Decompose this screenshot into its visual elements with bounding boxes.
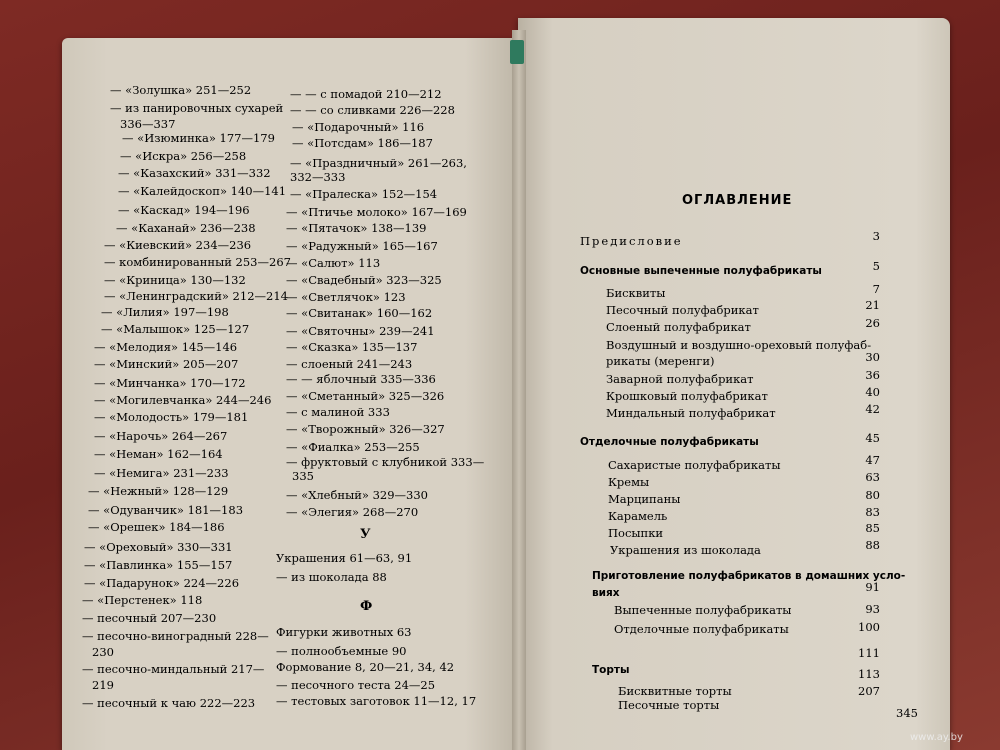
index-entry: — с малиной 333 bbox=[286, 405, 390, 419]
toc-title: ОГЛАВЛЕНИЕ bbox=[682, 193, 793, 208]
toc-page-number: 85 bbox=[865, 521, 880, 535]
index-entry: — «Свадебный» 323—325 bbox=[286, 273, 442, 287]
index-entry: — «Сказка» 135—137 bbox=[286, 340, 418, 354]
index-entry: — слоеный 241—243 bbox=[286, 357, 413, 371]
toc-page-number: 40 bbox=[865, 385, 880, 399]
index-entry: 336—337 bbox=[120, 117, 176, 131]
book-gutter bbox=[512, 30, 526, 750]
index-entry: — песочный к чаю 222—223 bbox=[82, 696, 256, 710]
index-entry: — полнообъемные 90 bbox=[276, 644, 407, 658]
index-entry: — «Праздничный» 261—263, bbox=[290, 156, 467, 170]
toc-page-number: 21 bbox=[865, 298, 880, 312]
index-entry: — «Нарочь» 264—267 bbox=[94, 429, 228, 443]
index-entry: — «Малышок» 125—127 bbox=[101, 322, 250, 336]
toc-page-number: 26 bbox=[865, 316, 880, 330]
index-entry: Фигурки животных 63 bbox=[276, 625, 412, 639]
index-entry: 219 bbox=[92, 678, 114, 692]
index-entry: — песочно-миндальный 217— bbox=[82, 662, 265, 676]
index-entry: — «Птичье молоко» 167—169 bbox=[286, 205, 467, 219]
index-entry: — песочного теста 24—25 bbox=[276, 678, 436, 692]
index-entry: — фруктовый с клубникой 333— bbox=[286, 455, 485, 469]
index-entry: Украшения 61—63, 91 bbox=[276, 551, 413, 565]
toc-page-number: 45 bbox=[865, 431, 880, 445]
toc-entry: Миндальный полуфабрикат bbox=[606, 406, 776, 420]
toc-page-number: 7 bbox=[872, 282, 880, 296]
index-entry: — — яблочный 335—336 bbox=[286, 372, 436, 386]
index-entry: — «Элегия» 268—270 bbox=[286, 505, 419, 519]
index-entry: — «Пятачок» 138—139 bbox=[286, 221, 427, 235]
toc-entry: Приготовление полуфабрикатов в домашних усло- bbox=[592, 570, 906, 582]
toc-entry: Сахаристые полуфабрикаты bbox=[608, 458, 781, 472]
index-entry: — «Падарунок» 224—226 bbox=[84, 576, 240, 590]
index-entry: — «Неман» 162—164 bbox=[94, 447, 223, 461]
index-entry: — «Пралеска» 152—154 bbox=[290, 187, 438, 201]
index-entry: — «Свитанак» 160—162 bbox=[286, 306, 433, 320]
toc-page-number: 91 bbox=[865, 580, 880, 594]
toc-entry: Выпеченные полуфабрикаты bbox=[614, 603, 792, 617]
toc-entry: виях bbox=[592, 587, 620, 599]
index-entry: — «Золушка» 251—252 bbox=[110, 83, 252, 97]
toc-page-number: 207 bbox=[858, 684, 880, 698]
toc-entry: Песочный полуфабрикат bbox=[606, 303, 759, 317]
toc-page-number: 42 bbox=[865, 402, 880, 416]
index-entry: — «Радужный» 165—167 bbox=[286, 239, 438, 253]
index-entry: Формование 8, 20—21, 34, 42 bbox=[276, 660, 455, 674]
toc-page-number: 111 bbox=[858, 646, 880, 660]
toc-entry: Отделочные полуфабрикаты bbox=[580, 436, 759, 448]
index-entry: — из шоколада 88 bbox=[276, 570, 387, 584]
toc-entry: Песочные торты bbox=[618, 698, 720, 712]
toc-page-number: 80 bbox=[865, 488, 880, 502]
toc-entry: Посыпки bbox=[608, 526, 664, 540]
index-entry: — «Подарочный» 116 bbox=[292, 120, 425, 134]
index-entry: — «Криница» 130—132 bbox=[104, 273, 246, 287]
toc-entry: Бисквитные торты bbox=[618, 684, 732, 698]
index-entry: 335 bbox=[292, 469, 314, 483]
toc-entry: Воздушный и воздушно-ореховый полуфаб- bbox=[606, 338, 872, 352]
index-entry: — «Перстенек» 118 bbox=[82, 593, 203, 607]
toc-entry: Украшения из шоколада bbox=[610, 543, 761, 557]
index-entry: — «Одуванчик» 181—183 bbox=[88, 503, 244, 517]
index-entry: — «Светлячок» 123 bbox=[286, 290, 406, 304]
toc-entry: Торты bbox=[592, 664, 630, 676]
index-entry: — «Ленинградский» 212—214 bbox=[104, 289, 288, 303]
toc-entry: Карамель bbox=[608, 509, 668, 523]
toc-page-number: 63 bbox=[865, 470, 880, 484]
index-entry: — «Нежный» 128—129 bbox=[88, 484, 229, 498]
index-entry: — «Каханай» 236—238 bbox=[116, 221, 256, 235]
toc-page-number: 88 bbox=[865, 538, 880, 552]
index-entry: — «Молодость» 179—181 bbox=[94, 410, 249, 424]
index-entry: — песочный 207—230 bbox=[82, 611, 217, 625]
toc-entry: Крошковый полуфабрикат bbox=[606, 389, 768, 403]
index-entry: — комбинированный 253—267 bbox=[104, 255, 291, 269]
toc-page-number: 93 bbox=[865, 602, 880, 616]
index-entry: — «Минский» 205—207 bbox=[94, 357, 239, 371]
index-entry: — «Мелодия» 145—146 bbox=[94, 340, 238, 354]
index-letter-u: У bbox=[360, 527, 371, 542]
watermark: www.ay.by bbox=[910, 732, 963, 743]
index-entry: 332—333 bbox=[290, 170, 346, 184]
index-entry: — «Святочны» 239—241 bbox=[286, 324, 435, 338]
index-entry: — «Могилевчанка» 244—246 bbox=[94, 393, 272, 407]
index-entry: — «Калейдоскоп» 140—141 bbox=[118, 184, 287, 198]
index-entry: — «Хлебный» 329—330 bbox=[286, 488, 428, 502]
toc-entry: Заварной полуфабрикат bbox=[606, 372, 754, 386]
index-entry: — «Сметанный» 325—326 bbox=[286, 389, 445, 403]
index-entry: — «Фиалка» 253—255 bbox=[286, 440, 420, 454]
index-entry: — «Салют» 113 bbox=[286, 256, 381, 270]
toc-page-number: 30 bbox=[865, 350, 880, 364]
index-entry: — из панировочных сухарей bbox=[110, 101, 284, 115]
index-entry: — «Потсдам» 186—187 bbox=[292, 136, 433, 150]
index-entry: — «Изюминка» 177—179 bbox=[122, 131, 275, 145]
index-entry: — «Киевский» 234—236 bbox=[104, 238, 252, 252]
index-entry: — тестовых заготовок 11—12, 17 bbox=[276, 694, 477, 708]
index-entry: — «Ореховый» 330—331 bbox=[84, 540, 233, 554]
index-entry: — — с помадой 210—212 bbox=[290, 87, 442, 101]
toc-page-number: 83 bbox=[865, 505, 880, 519]
index-entry: — «Немига» 231—233 bbox=[94, 466, 229, 480]
toc-entry: Слоеный полуфабрикат bbox=[606, 320, 751, 334]
index-entry: — «Минчанка» 170—172 bbox=[94, 376, 246, 390]
index-entry: — «Искра» 256—258 bbox=[120, 149, 247, 163]
toc-entry: рикаты (меренги) bbox=[606, 354, 715, 368]
toc-page-number: 47 bbox=[865, 453, 880, 467]
toc-entry: Кремы bbox=[608, 475, 650, 489]
index-entry: — «Творожный» 326—327 bbox=[286, 422, 445, 436]
index-letter-f: Ф bbox=[360, 599, 373, 614]
toc-entry: Предисловие bbox=[580, 234, 683, 248]
toc-entry: Бисквиты bbox=[606, 286, 666, 300]
toc-entry: Основные выпеченные полуфабрикаты bbox=[580, 265, 822, 277]
index-entry: 230 bbox=[92, 645, 114, 659]
toc-page-number: 100 bbox=[858, 620, 880, 634]
index-entry: — «Лилия» 197—198 bbox=[101, 305, 229, 319]
index-entry: — «Каскад» 194—196 bbox=[118, 203, 250, 217]
toc-entry: Марципаны bbox=[608, 492, 681, 506]
toc-page-number: 36 bbox=[865, 368, 880, 382]
toc-page-number: 5 bbox=[872, 259, 880, 273]
book-cover-edge bbox=[510, 40, 524, 64]
index-entry: — песочно-виноградный 228— bbox=[82, 629, 269, 643]
index-entry: — — со сливками 226—228 bbox=[290, 103, 455, 117]
toc-page-number: 3 bbox=[872, 229, 880, 243]
page-number: 345 bbox=[896, 706, 918, 720]
index-entry: — «Казахский» 331—332 bbox=[118, 166, 271, 180]
index-entry: — «Павлинка» 155—157 bbox=[84, 558, 233, 572]
index-entry: — «Орешек» 184—186 bbox=[88, 520, 225, 534]
toc-entry: Отделочные полуфабрикаты bbox=[614, 622, 789, 636]
toc-page-number: 113 bbox=[858, 667, 880, 681]
